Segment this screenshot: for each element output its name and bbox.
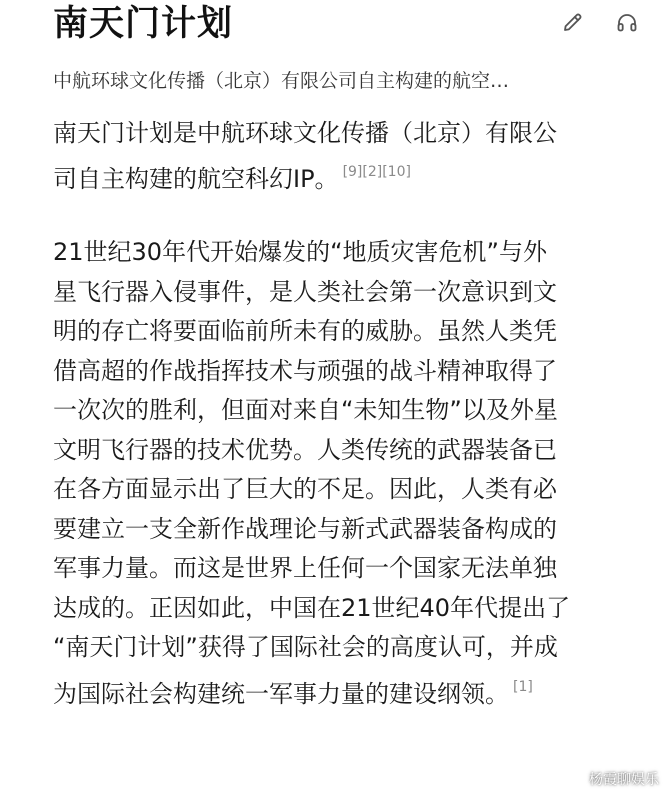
summary-line-last bbox=[53, 153, 653, 199]
body-line: 文明飞行器的技术优势。人类传统的武器装备已 bbox=[53, 435, 557, 464]
summary-line-text: 司自主构建的航空科幻IP。 bbox=[53, 165, 339, 193]
body-line-text: 为国际社会构建统一军事力量的建设纲领。 bbox=[53, 679, 509, 708]
body-line-last bbox=[53, 668, 653, 715]
summary-line: 南天门计划是中航环球文化传播（北京）有限公 bbox=[53, 119, 557, 147]
headphones-icon bbox=[615, 10, 639, 34]
body-line: 达成的。正因如此，中国在21世纪40年代提出了 bbox=[53, 593, 571, 622]
body-line: 军事力量。而这是世界上任何一个国家无法单独 bbox=[53, 554, 557, 582]
edit-pencil-icon bbox=[561, 10, 585, 34]
body-citation-link[interactable]: [1] bbox=[513, 678, 533, 695]
body-line: 明的存亡将要面临前所未有的威胁。虽然人类凭 bbox=[53, 317, 557, 345]
header-actions bbox=[559, 8, 641, 36]
body-line: 一次次的胜利，但面对来自“未知生物”以及外星 bbox=[53, 396, 558, 424]
edit-button[interactable] bbox=[559, 8, 587, 36]
page-title: 南天门计划 bbox=[53, 4, 234, 44]
body-line: 要建立一支全新作战理论与新式武器装备构成的 bbox=[53, 514, 557, 543]
body-line: 借高超的作战指挥技术与顽强的战斗精神取得了 bbox=[53, 356, 557, 385]
page-subtitle: 中航环球文化传播（北京）有限公司自主构建的航空… bbox=[53, 70, 510, 92]
listen-button[interactable] bbox=[613, 8, 641, 36]
watermark: 杨霞聊娱乐 bbox=[589, 772, 659, 788]
article-header bbox=[53, 0, 663, 48]
body-paragraph bbox=[53, 233, 653, 714]
summary-citation-link[interactable]: [9][2][10] bbox=[342, 164, 411, 180]
summary-paragraph bbox=[53, 114, 653, 199]
body-line: 21世纪30年代开始爆发的“地质灾害危机”与外 bbox=[53, 238, 547, 266]
body-line: 星飞行器入侵事件，是人类社会第一次意识到文 bbox=[53, 277, 557, 306]
body-line: “南天门计划”获得了国际社会的高度认可，并成 bbox=[53, 633, 558, 661]
body-line: 在各方面显示出了巨大的不足。因此，人类有必 bbox=[53, 475, 557, 503]
